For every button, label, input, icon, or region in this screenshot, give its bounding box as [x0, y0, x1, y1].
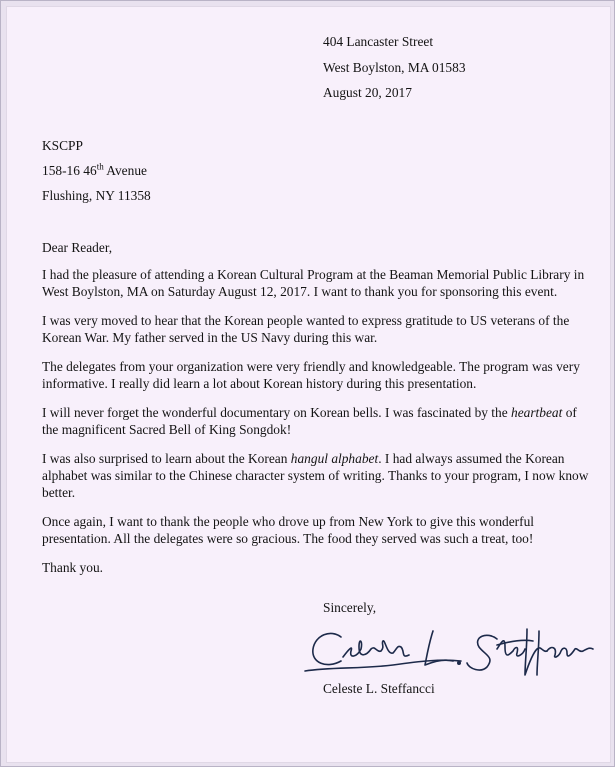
recipient-street-number: 158-16 46 — [42, 163, 97, 178]
thank-you-line: Thank you. — [42, 560, 103, 575]
recipient-street-ordinal: th — [96, 161, 104, 172]
sender-address — [323, 33, 466, 110]
paragraph-5-text-a: I was also surprised to learn about the Korean — [42, 451, 291, 466]
sender-city: West Boylston, MA 01583 — [323, 59, 466, 75]
paragraph-4-emphasis: heartbeat — [511, 405, 563, 420]
paragraph-5-text-b: . I had always assumed the Korean alphabet was similar to the Chinese character system of writing. Thanks to your program, I now know better. — [42, 451, 589, 500]
handwritten-signature — [301, 619, 601, 681]
paragraph-5 — [42, 450, 590, 501]
letter-date: August 20, 2017 — [323, 85, 412, 100]
salutation: Dear Reader, — [42, 240, 113, 255]
paragraph-4-text-b: of the magnificent Sacred Bell of King Songdok! — [42, 405, 577, 437]
paragraph-4 — [42, 404, 590, 438]
recipient-address — [42, 137, 151, 212]
valediction: Sincerely, — [323, 600, 377, 615]
paragraph-4-text-a: I will never forget the wonderful documentary on Korean bells. I was fascinated by the — [42, 405, 512, 420]
sender-street: 404 Lancaster Street — [323, 34, 434, 49]
paragraph-5-emphasis: hangul alphabet — [290, 451, 379, 466]
recipient-city: Flushing, NY 11358 — [42, 188, 151, 203]
recipient-street — [42, 162, 151, 187]
signatory-name: Celeste L. Steffancci — [323, 681, 435, 696]
recipient-org: KSCPP — [42, 138, 83, 153]
letter-page — [6, 6, 611, 763]
signature-text: Celeste L. Steffancci — [301, 619, 310, 620]
paragraph-2: I was very moved to hear that the Korean people wanted to express gratitude to US veterans of the Korean War. My father served in the US Navy during this war. — [42, 313, 570, 345]
paragraph-3: The delegates from your organization were very friendly and knowledgeable. The program was very informative. I really did learn a lot about Korean history during this presentation. — [42, 359, 580, 391]
paragraph-6: Once again, I want to thank the people who drove up from New York to give this wonderful presentation. All the delegates were so gracious. The food they served was such a treat, too! — [42, 514, 534, 546]
letter-body — [42, 239, 590, 588]
paragraph-1: I had the pleasure of attending a Korean Cultural Program at the Beaman Memorial Public Library in West Boylston, MA on Saturday August 12, 2017. I want to thank you for sponsoring this event. — [42, 267, 585, 299]
recipient-street-name: Avenue — [103, 163, 147, 178]
